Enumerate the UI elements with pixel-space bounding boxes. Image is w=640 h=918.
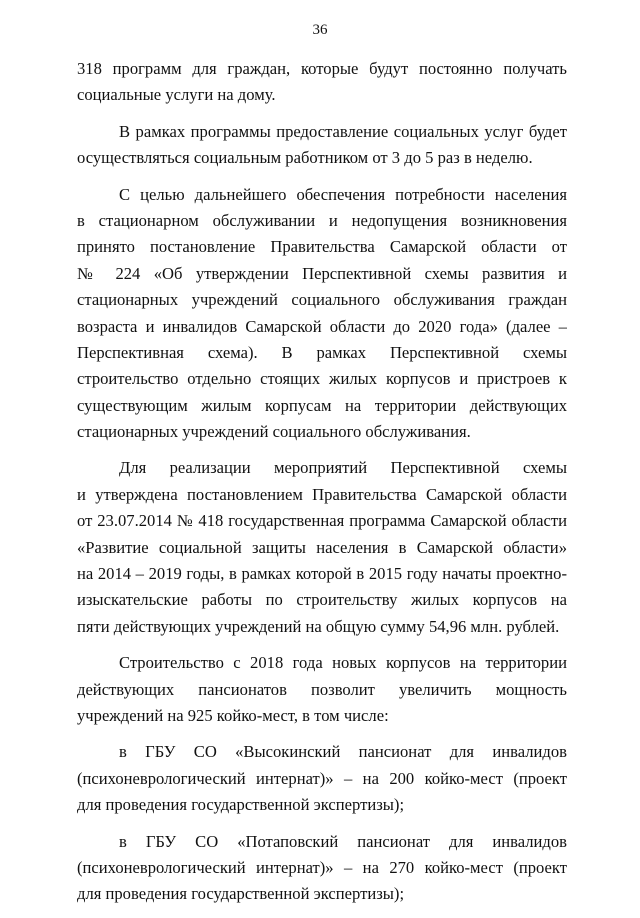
text-line: осуществляться социальным работником от 3 до 5 раз в неделю. xyxy=(77,148,533,168)
text-line: для проведения государственной экспертизы); xyxy=(77,795,405,815)
text-line: № 224 «Об утверждении Перспективной схемы развития и xyxy=(77,263,567,283)
text-line: строительство отдельно стоящих жилых корпусов и пристроев к xyxy=(77,369,567,389)
text-line: изыскательские работы по строительству жилых корпусов на xyxy=(77,590,567,610)
text-line: от 23.07.2014 № 418 государственная программа Самарской области xyxy=(77,511,567,531)
text-line: возраста и инвалидов Самарской области до 2020 года» (далее – xyxy=(77,316,567,336)
paragraph-3 xyxy=(77,182,567,446)
text-line: Строительство с 2018 года новых корпусов на территории xyxy=(119,653,567,673)
text-line: стационарных учреждений социального обслуживания. xyxy=(77,422,471,442)
paragraph-1 xyxy=(77,56,567,109)
text-line: социальные услуги на дому. xyxy=(77,85,276,105)
text-line: и утверждена постановлением Правительства Самарской области xyxy=(77,484,567,504)
text-line: 318 программ для граждан, которые будут постоянно получать xyxy=(77,59,567,78)
text-line: в ГБУ СО «Высокинский пансионат для инвалидов xyxy=(119,742,567,762)
text-line: пяти действующих учреждений на общую сумму 54,96 млн. рублей. xyxy=(77,616,560,636)
text-line: (психоневрологический интернат)» – на 270 койко-мест (проект xyxy=(77,857,567,877)
text-line: В рамках программы предоставление социальных услуг будет xyxy=(119,121,567,141)
paragraph-7 xyxy=(77,829,567,908)
text-line: С целью дальнейшего обеспечения потребности населения xyxy=(119,184,567,204)
text-line: Для реализации мероприятий Перспективной схемы xyxy=(119,458,567,478)
text-line: на 2014 – 2019 годы, в рамках которой в 2015 году начаты проектно- xyxy=(77,564,567,584)
page-number: 36 xyxy=(312,22,328,38)
text-line: в стационарном обслуживании и недопущения возникновения xyxy=(77,210,567,230)
text-line: Перспективная схема). В рамках Перспективной схемы xyxy=(77,342,567,362)
text-line: учреждений на 925 койко-мест, в том числе: xyxy=(77,705,389,725)
paragraph-2 xyxy=(77,119,567,172)
text-line: для проведения государственной экспертизы); xyxy=(77,884,405,904)
text-line: принято постановление Правительства Самарской области от xyxy=(77,237,567,257)
text-line: стационарных учреждений социального обслуживания граждан xyxy=(77,290,567,310)
text-line: «Развитие социальной защиты населения в Самарской области» xyxy=(77,537,567,557)
document-body xyxy=(77,56,567,918)
text-line: в ГБУ СО «Потаповский пансионат для инвалидов xyxy=(119,831,567,851)
paragraph-4 xyxy=(77,455,567,640)
paragraph-5 xyxy=(77,650,567,729)
text-line: действующих пансионатов позволит увеличить мощность xyxy=(77,679,567,699)
text-line: (психоневрологический интернат)» – на 200 койко-мест (проект xyxy=(77,768,567,788)
paragraph-6 xyxy=(77,739,567,818)
text-line: существующим жилым корпусам на территории действующих xyxy=(77,395,567,415)
